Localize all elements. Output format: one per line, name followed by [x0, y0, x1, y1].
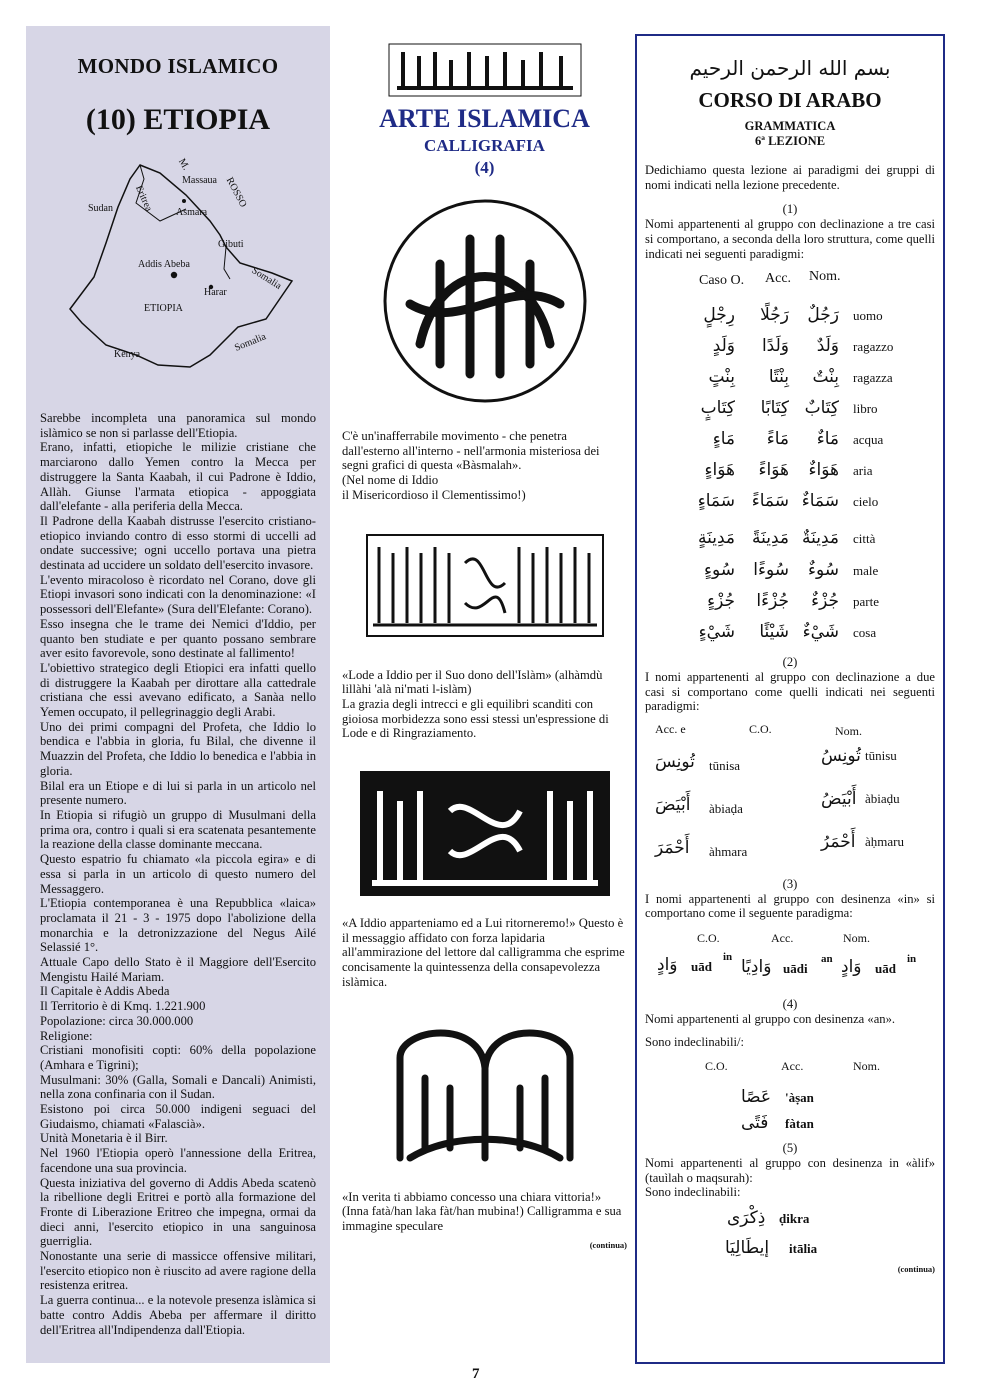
arabic-acc: وَلَدًا: [761, 336, 789, 357]
arabic-acc-co: أَبْيَضَ: [655, 795, 691, 816]
section-heading: MONDO ISLAMICO: [77, 54, 279, 78]
paragraph: Attuale Capo dello Stato è il Maggiore dell'Esercito Mengistu Hailé Mariam.: [40, 955, 316, 984]
paradigm-row: [645, 305, 935, 336]
paradigm-header-1: [645, 269, 935, 301]
section-5-note: Sono indeclinabili:: [645, 1185, 741, 1200]
paragraph: Musulmani: 30% (Galla, Somali e Dancali) Animisti, nella zona confinaria con il Sudan.: [40, 1072, 316, 1102]
paragraph: La guerra continua... e la notevole presenza islàmica si batte contro Addis Abeba per affermare il diritto dell'Eritrea all'Indipendenza dall'Etiopia.: [40, 1293, 316, 1337]
in-paradigm-row: [645, 951, 935, 991]
paragraph: Questo espatrio fu chiamato «la piccola egira» e di essa si parla in un articolo di questo numero del Messaggero.: [40, 852, 316, 896]
italian-meaning: cielo: [853, 494, 879, 510]
arabic-nom: كِتَابٌ: [804, 398, 839, 419]
paradigm-header-3: [645, 931, 935, 951]
arabic-nom: سُوءٌ: [807, 560, 839, 581]
translit-nom: tūnisu: [865, 748, 897, 764]
mondo-islamico-column: [26, 26, 330, 1363]
paradigm-row: [645, 336, 935, 367]
paragraph: Cristiani monofisiti copti: 60% della popolazione (Amhara e Tigrini);: [40, 1043, 316, 1072]
paragraph: L'obiettivo strategico degli Etiopici era infatti quello di distruggere la Kaabah per dirottare alla cattedrale cristiana che essi avevano edificato, a Sanàa nello Yemen occupato, il pellegrinaggio degli Arabi.: [40, 660, 316, 720]
caption-lode: [342, 668, 627, 742]
mirrored-victory-calligram: [380, 1018, 590, 1168]
translit-acc: uādi: [783, 961, 808, 977]
caption-text: (Nel nome di Iddio: [342, 473, 439, 488]
italian-meaning: cosa: [853, 625, 877, 641]
col-acc: Acc.: [765, 271, 792, 287]
translit: 'àṣan: [785, 1090, 814, 1106]
paradigm-row: [645, 429, 935, 460]
arabic-acc: وَادِيًا: [741, 957, 772, 978]
arabic-nom: مَاءٌ: [816, 429, 839, 450]
paragraph: Il Capitale è Addis Abeda: [40, 984, 170, 999]
paragraph: Sarebbe incompleta una panoramica sul mondo islàmico se non si parlasse dell'Etiopia.: [40, 411, 316, 440]
paradigm-row: [645, 622, 935, 653]
section-4-note: Sono indeclinabili/:: [645, 1034, 744, 1049]
grammar-subtitle: GRAMMATICA: [744, 119, 836, 133]
arabic-nom: أَحْمَرُ: [821, 832, 856, 853]
translit-nom: uād: [875, 961, 896, 977]
translit: itālia: [789, 1241, 818, 1257]
paradigm-row: [645, 591, 935, 622]
two-case-row: [645, 789, 935, 832]
arabic-nom: هَوَاءٌ: [808, 460, 839, 481]
continua-note: (continua): [589, 1239, 627, 1250]
paragraph: L'evento miracoloso è ricordato nel Corano, dove gli Etiopi invasori sono indicati con la denominazione: «I possessori dell'Elefante» (Sura dell'Elefante: Corano).: [40, 572, 316, 617]
col-co: C.O.: [749, 722, 772, 737]
alif-paradigm-row: [645, 1238, 935, 1264]
paragraph: Il Padrone della Kaabah distrusse l'esercito cristiano-etiopico inviando contro di esso stormi di uccelli ad ondate successive; ogni uccello portava una pietra destinata ad uccidere un soldato dell'esercito invasore.: [40, 513, 316, 573]
arte-islamica-column: [342, 40, 627, 1360]
an-paradigm-row: [645, 1087, 935, 1113]
arabic-acc: بِنْتًا: [768, 367, 789, 388]
two-case-row: [645, 746, 935, 789]
paradigm-row: [645, 367, 935, 398]
col-nom: Nom.: [853, 1059, 880, 1074]
article-body: [40, 411, 316, 1337]
translit-nom: àḥmaru: [865, 834, 904, 850]
section-1-text: Nomi appartenenti al gruppo con declinazione a tre casi si comportano, a seconda della loro struttura, come quelli indicati nei seguenti paradigmi:: [645, 217, 935, 261]
ethiopia-map: [40, 156, 316, 389]
arabic-acc: شَيْئًا: [759, 622, 789, 643]
arabic-acc: مَدِينَةً: [751, 528, 789, 549]
arabic-word: إيطَالِيَا: [725, 1238, 770, 1259]
bismillah-calligraphy-header: [385, 40, 585, 100]
italian-meaning: uomo: [853, 308, 883, 324]
translit-acc-co: àhmara: [709, 844, 748, 860]
arabic-nom: مَدِينَةٌ: [801, 528, 839, 549]
caption-ritorneremo: «A Iddio apparteniamo ed a Lui ritorneremo!» Questo è il messaggio affidato con forza lapidaria all'ammirazione del lettore dal calligramma che esprime concisamente la quintessenza della consapevolezza islàmica.: [342, 916, 625, 989]
paragraph: Nonostante una serie di massicce offensive militari, l'esercito etiopico non è riuscito ad avere ragione della resistenza eritrea.: [40, 1249, 316, 1293]
paradigm-header-2: [645, 722, 935, 746]
two-case-row: [645, 832, 935, 875]
arabic-nom: سَمَاءٌ: [801, 491, 839, 512]
italian-meaning: parte: [853, 594, 879, 610]
translit: fàtan: [785, 1116, 814, 1132]
caption-vittoria: «In verita ti abbiamo concesso una chiara vittoria!» (Inna fatà/han laka fàt/han mubina!) Calligramma e sua immagine speculare: [342, 1189, 622, 1233]
paragraph: Religione:: [40, 1028, 93, 1043]
map-label-sudan: Sudan: [88, 203, 113, 214]
caption-text: «Lode a Iddio per il Suo dono dell'Islàm» (alhàmdù lillàhi 'alà ni'mati l-islàm): [342, 667, 603, 697]
arabic-acc: مَاءً: [766, 429, 789, 450]
paragraph: Uno dei primi compagni del Profeta, che Iddio lo bendica e l'abbia in gloria, fu Bilal, che divenne il Muazzin del Profeta, che Iddio lo benedica e l'abbia in gloria.: [40, 719, 316, 778]
section-number: (4): [782, 997, 798, 1012]
paragraph: Popolazione: circa 30.000.000: [40, 1013, 194, 1028]
arabic-gen: سُوءٍ: [703, 560, 735, 581]
course-title: CORSO DI ARABO: [698, 88, 882, 112]
alif-paradigm-row: [645, 1208, 935, 1238]
arabic-gen: شَيْءٍ: [698, 622, 735, 643]
italian-meaning: male: [853, 563, 879, 579]
arabic-gen: جُزْءٍ: [707, 591, 735, 612]
kufic-square-calligram: [360, 771, 610, 896]
map-label-somalia-north: Somalia: [249, 265, 284, 292]
arabic-gen: كِتَابٍ: [700, 398, 735, 419]
arabic-word: ذِكْرَى: [727, 1208, 766, 1229]
section-5-text: Nomi appartenenti al gruppo con desinenza in «àlif» (tauìlah o maqsurah):: [645, 1155, 935, 1185]
section-number: (2): [782, 655, 798, 670]
arabic-nom: وَلَدٌ: [816, 336, 839, 357]
paradigm-header-4: [645, 1059, 935, 1081]
corso-di-arabo-column: [635, 34, 945, 1364]
map-label-eritrea: Eritrea: [133, 183, 155, 214]
map-label-rosso: ROSSO: [223, 175, 249, 210]
arabic-nom: وَادٍ: [841, 957, 862, 978]
translit: ḍikra: [779, 1211, 810, 1227]
arabic-nom: رَجُلٌ: [807, 305, 839, 326]
paragraph: Questa iniziativa del governo di Addis Abeda scatenò la ribellione degli Eritrei e portò alla formazione del Fronte di Liberazione Eritreo che impegna, ormai da dieci anni, l'esercito etiopico in una sanguinosa guerriglia.: [40, 1175, 316, 1249]
translit-co: uād: [691, 959, 712, 975]
page-number: 7: [472, 1366, 480, 1382]
interlaced-calligraphy-panel: [365, 533, 605, 638]
arte-islamica-title: ARTE ISLAMICA: [379, 104, 590, 133]
section-number: (3): [782, 877, 798, 892]
installment-number: (4): [474, 158, 495, 177]
col-nom: Nom.: [835, 724, 862, 739]
col-acc: Acc.: [771, 931, 794, 946]
arabic-acc-co: أَحْمَرَ: [655, 838, 690, 859]
arabic-gen: هَوَاءٍ: [704, 460, 735, 481]
col-co: C.O.: [705, 1059, 728, 1074]
intro-paragraph: Dedichiamo questa lezione ai paradigmi dei gruppi di nomi indicati nella lezione precedente.: [645, 163, 935, 192]
caption-text: La grazia degli intrecci e gli equilibri scanditi con gioiosa morbidezza sono essi stessi un'espressione di Lode e di Ringraziamento.: [342, 696, 609, 741]
italian-meaning: ragazza: [853, 370, 893, 386]
italian-meaning: ragazzo: [853, 339, 894, 355]
bismillah-handwritten: بسم الله الرحمن الرحيم: [689, 56, 891, 80]
translit-nom: àbiaḍu: [865, 791, 900, 807]
paradigm-row: [645, 460, 935, 491]
map-label-harar: Harar: [204, 287, 227, 298]
paragraph: Bilal era un Etiope e di lui si parla in un articolo nel presente numero.: [40, 778, 316, 808]
suffix-acc: an: [821, 953, 833, 966]
paragraph: In Etiopia si rifugiò un gruppo di Musulmani della prima ora, contro i quali si era scatenata pesantemente la reazione della classe dominante meccana.: [40, 807, 316, 852]
section-number: (5): [782, 1141, 798, 1156]
paragraph: Esistono poi circa 50.000 indigeni seguaci del Giudaismo, chiamati «Falascià».: [40, 1102, 316, 1131]
map-label-asmara: Asmara: [176, 207, 208, 218]
arabic-acc: سُوءًا: [753, 560, 789, 581]
article-title: (10) ETIOPIA: [85, 103, 271, 136]
col-acc-e: Acc. e: [655, 722, 686, 737]
italian-meaning: libro: [853, 401, 878, 417]
circular-basmalah-calligram: [380, 194, 590, 409]
arabic-gen: سَمَاءٍ: [697, 491, 735, 512]
arabic-nom: شَيْءٌ: [802, 622, 839, 643]
paragraph: Unità Monetaria è il Birr.: [40, 1131, 168, 1146]
paradigm-row: [645, 491, 935, 522]
suffix-nom: in: [907, 953, 917, 966]
arabic-acc: هَوَاءً: [758, 460, 789, 481]
arabic-acc: جُزْءًا: [756, 591, 789, 612]
arabic-gen: مَاءٍ: [712, 429, 735, 450]
arabic-co: وَادٍ: [657, 955, 678, 976]
map-label-somalia-south: Somalia: [233, 331, 268, 354]
section-number: (1): [782, 202, 798, 217]
col-caso: Caso O.: [699, 273, 745, 289]
arabic-acc: سَمَاءً: [751, 491, 789, 512]
arabic-nom: جُزْءٌ: [811, 591, 839, 612]
section-2-text: I nomi appartenenti al gruppo con declinazione a due casi si comportano come quelli indicati nei seguenti paradigmi:: [645, 669, 935, 714]
translit-acc-co: tūnisa: [709, 758, 741, 774]
section-3-text: I nomi appartenenti al gruppo con desinenza «in» si comportano come il seguente paradigma:: [645, 891, 935, 921]
map-label-m: M.: [176, 156, 192, 173]
ethiopia-map-outline: [40, 156, 316, 389]
arabic-acc: رَجُلًا: [760, 305, 789, 326]
col-nom: Nom.: [809, 269, 841, 285]
arabic-nom: بِنْتٌ: [812, 367, 839, 388]
arabic-acc: كِتَابًا: [760, 398, 789, 419]
italian-meaning: aria: [853, 463, 873, 479]
col-acc: Acc.: [781, 1059, 804, 1074]
lesson-number: 6ª LEZIONE: [754, 134, 826, 148]
col-nom: Nom.: [843, 931, 870, 946]
paragraph: Esso insegna che le trame dei Nemici d'Iddio, per quanto ben studiate e per quanto possano sembrare aver esito favorevole, sono destinate al fallimento!: [40, 616, 316, 661]
arabic-gen: مَدِينَةٍ: [697, 528, 735, 549]
arabic-nom: تُونِسُ: [821, 746, 861, 767]
paragraph: Nel 1960 l'Etiopia operò l'annessione della Eritrea, facendone una sua provincia.: [40, 1146, 316, 1175]
paragraph: Erano, infatti, etiopiche le milizie cristiane che marciarono dallo Yemen contro la Mecca per distruggere la Santa Kaabah, il cui Padrone è Iddio, Allàh. Giunse l'armata etiopica - appoggiata dall'elefante - alla periferia della Mecca.: [40, 440, 316, 514]
paradigm-table-1: [645, 305, 935, 653]
continua-note: (continua): [897, 1264, 935, 1275]
paradigm-row: [645, 522, 935, 560]
paragraph: L'Etiopia contemporanea è una Repubblica «laica» proclamata il 21 - 3 - 1975 dopo l'abolizione della monarchia e la detronizzazione del Negus Ailé Selassié 1°.: [40, 896, 316, 955]
italian-meaning: città: [853, 531, 876, 547]
paragraph: Il Territorio è di Kmq. 1.221.900: [40, 999, 206, 1014]
paradigm-row: [645, 560, 935, 591]
arabic-gen: وَلَدٍ: [712, 336, 735, 357]
italian-meaning: acqua: [853, 432, 884, 448]
map-label-gibuti: Gibuti: [218, 239, 244, 250]
paradigm-row: [645, 398, 935, 429]
caption-text: il Misericordioso il Clementissimo!): [342, 487, 526, 502]
caption-basmalah: [342, 429, 627, 503]
map-label-addis: Addis Abeba: [138, 259, 190, 270]
arabic-nom: أَبْيَضُ: [821, 789, 857, 810]
an-paradigm-row: [645, 1113, 935, 1141]
arabic-gen: بِنْتٍ: [708, 367, 735, 388]
section-4-text: Nomi appartenenti al gruppo con desinenza «an».: [645, 1011, 896, 1026]
col-co: C.O.: [697, 931, 720, 946]
suffix-co: in: [723, 951, 733, 964]
arabic-gen: رِجْلٍ: [703, 305, 735, 326]
calligrafia-subtitle: CALLIGRAFIA: [424, 136, 545, 155]
arabic-word: عَصًا: [741, 1087, 772, 1108]
map-label-kenya: Kenya: [114, 349, 141, 360]
map-label-etiopia: ETIOPIA: [144, 303, 183, 314]
translit-acc-co: àbiaḍa: [709, 801, 743, 817]
arabic-word: فَتًى: [741, 1113, 769, 1134]
caption-text: C'è un'inafferrabile movimento - che penetra dall'esterno all'interno - nell'armonia misteriosa dei segni grafici di questa «Bàsmalah».: [342, 429, 600, 473]
map-label-massaua: Massaua: [182, 175, 217, 186]
arabic-acc-co: تُونِسَ: [655, 752, 695, 773]
